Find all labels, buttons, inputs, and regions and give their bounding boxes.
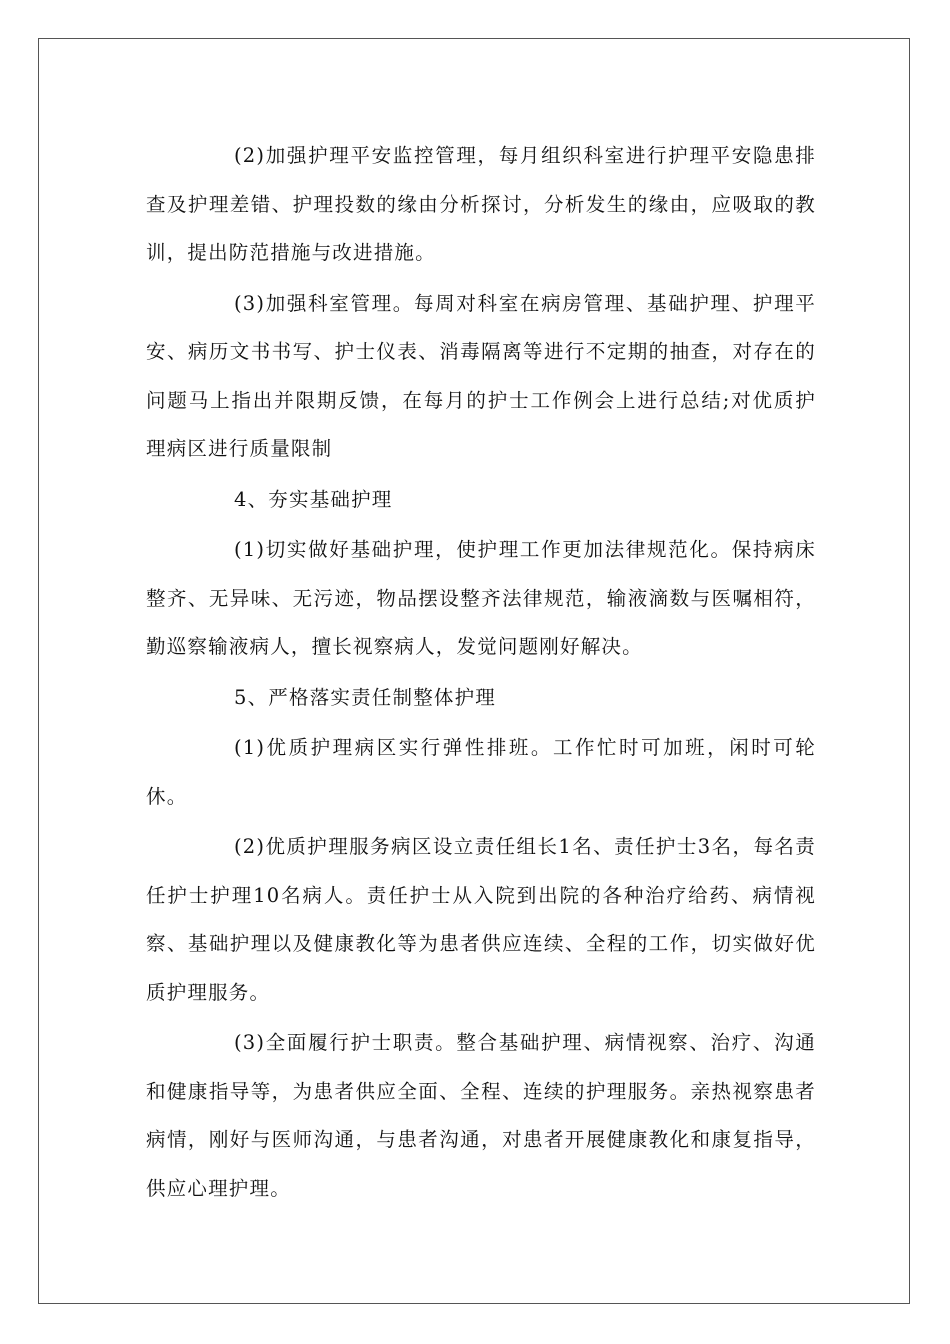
section-heading-responsibility-nursing: 5、严格落实责任制整体护理 [234,685,497,709]
paragraph-nurse-duties: (3)全面履行护士职责。整合基础护理、病情视察、治疗、沟通和健康指导等，为患者供应全面、全程、连续的护理服务。亲热视察患者病情，刚好与医师沟通，与患者沟通，对患者开展健康教化和康复指导，供应心理护理。 [146,1031,816,1200]
paragraph-department-management: (3)加强科室管理。每周对科室在病房管理、基础护理、护理平安、病历文书书写、护士仪表、消毒隔离等进行不定期的抽查，对存在的问题马上指出并限期反馈，在每月的护士工作例会上进行总结;对优质护理病区进行质量限制 [146,291,816,460]
section-heading-basic-nursing: 4、夯实基础护理 [234,487,393,511]
paragraph-safety-monitoring: (2)加强护理平安监控管理，每月组织科室进行护理平安隐患排查及护理差错、护理投数的缘由分析探讨，分析发生的缘由，应吸取的教训，提出防范措施与改进措施。 [146,144,816,264]
paragraph-basic-nursing: (1)切实做好基础护理，使护理工作更加法律规范化。保持病床整齐、无异味、无污迹，物品摆设整齐法律规范，输液滴数与医嘱相符，勤巡察输液病人，擅长视察病人，发觉问题刚好解决。 [146,538,816,658]
paragraph-flexible-scheduling: (1)优质护理病区实行弹性排班。工作忙时可加班，闲时可轮休。 [146,736,816,808]
paragraph-responsible-nurses: (2)优质护理服务病区设立责任组长1名、责任护士3名，每名责任护士护理10名病人。责任护士从入院到出院的各种治疗给药、病情视察、基础护理以及健康教化等为患者供应连续、全程的工作，切实做好优质护理服务。 [146,835,816,1004]
document-body [146,132,816,1215]
